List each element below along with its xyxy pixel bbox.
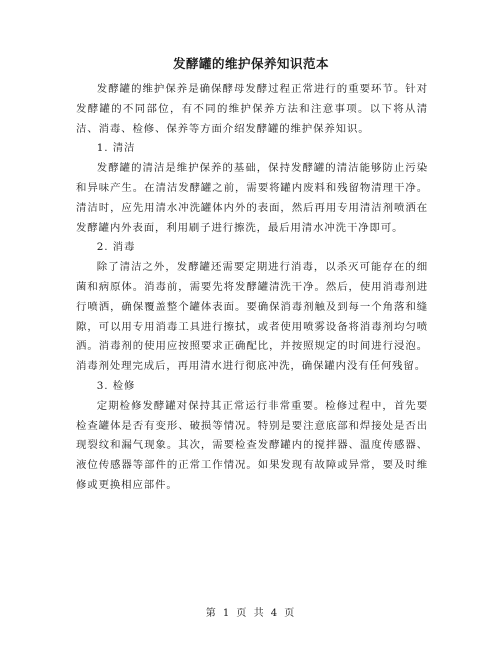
section-text-cleaning: 发酵罐的清洁是维护保养的基础，保持发酵罐的清洁能够防止污染和异味产生。在清洁发酵罐之前，需要将罐内废料和残留物清理干净。清洁时，应先用清水冲洗罐体内外的表面，然后再用专用清洁剂喷洒在发酵罐内外表面，利用刷子进行擦洗，最后用清水冲洗干净即可。 (76, 162, 428, 234)
section-text-disinfection: 除了清洁之外，发酵罐还需要定期进行消毒，以杀灭可能存在的细菌和病原体。消毒前，需要先将发酵罐清洗干净。然后，使用消毒剂进行喷洒，确保覆盖整个罐体表面。要确保消毒剂触及到每一个角落和缝隙，可以用专用消毒工具进行擦拭，或者使用喷雾设备将消毒剂均匀喷洒。消毒剂的使用应按照要求正确配比，并按照规定的时间进行浸泡。消毒剂处理完成后，再用清水进行彻底冲洗，确保罐内没有任何残留。 (76, 261, 428, 373)
document-body (76, 80, 428, 496)
section-heading-inspection: 3. 检修 (96, 379, 136, 392)
document-title: 发酵罐的维护保养知识范本 (172, 56, 329, 71)
page-footer: 第 1 页 共 4 页 (205, 608, 297, 619)
section-heading-disinfection: 2. 消毒 (96, 241, 136, 254)
section-heading-cleaning: 1. 清洁 (96, 142, 136, 155)
intro-paragraph: 发酵罐的维护保养是确保酵母发酵过程正常进行的重要环节。针对发酵罐的不同部位，有不同的维护保养方法和注意事项。以下将从清洁、消毒、检修、保养等方面介绍发酵罐的维护保养知识。 (76, 83, 428, 135)
section-text-inspection: 定期检修发酵罐对保持其正常运行非常重要。检修过程中，首先要检查罐体是否有变形、破损等情况。特别是要注意底部和焊接处是否出现裂纹和漏气现象。其次，需要检查发酵罐内的搅拌器、温度传感器、液位传感器等部件的正常工作情况。如果发现有故障或异常，要及时维修或更换相应部件。 (76, 399, 428, 491)
